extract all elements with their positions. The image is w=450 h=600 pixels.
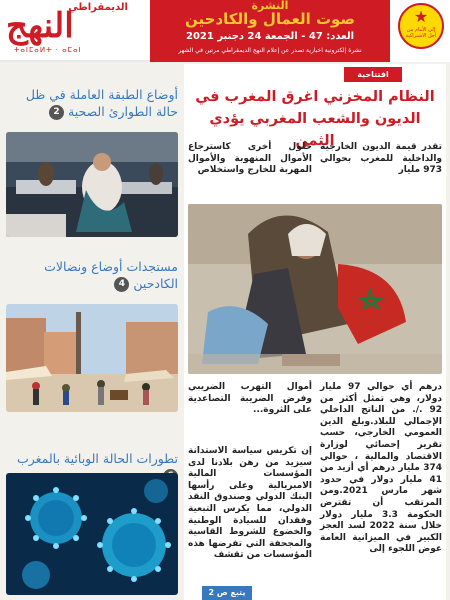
- page-number-badge: 2: [49, 105, 64, 120]
- publication-title: صوت العمال والكادحين: [185, 10, 355, 28]
- logo-small-text: الديمقراطي: [68, 2, 128, 13]
- article-text-left-top: حلول أخرى كاسترجاع الأموال المنهوبة والأموال المهربة للخارج واستخلاص: [188, 142, 312, 176]
- publication-description: نشرة إلكترونية اخبارية تصدر عن إعلام النهج الديمقراطي مرتين في الشهر: [178, 47, 362, 54]
- factory-workers-photo: [6, 132, 178, 237]
- section-title: أوضاع الطبقة العاملة في ظل حالة الطوارئ الصحية: [25, 87, 178, 119]
- article-text-left-bottom-1: أموال التهرب الضريبي وفرض الضريبة التصاعدية على الثروة...: [188, 382, 312, 416]
- article-text-right-top: تقدر قيمة الديون الخارجية والداخلية للمغرب بحوالي 973 مليار: [320, 142, 442, 176]
- newspaper-logo[interactable]: [0, 0, 150, 62]
- sidebar: [0, 62, 182, 600]
- logo-main-text: النهج: [6, 6, 74, 46]
- article-text-right-bottom: درهم أي حوالي 97 مليار دولار، وهي تمثل أكثر من 92 ./. من الناتج الداخلي الإجمالي للبلاد.وبلغ الدين العمومي الخارجي، حسب تقرير إحصائي لوزارة الاقتصاد والمالية ، حوالي 374 مليار درهم أي أزيد من 41 مليار دولار في حدود شهر مارس 2021.ومن المرتقب أن تقترض الحكومة 3.3 مليار دولار خلال سنة 2022 لسد العجز الكبير في الميزانية العامة عوض اللجوء إلى: [320, 382, 442, 555]
- street-market-photo: [6, 304, 178, 412]
- star-icon: ★: [413, 7, 429, 26]
- masthead-banner: [150, 0, 390, 62]
- elderly-woman-photo: [188, 204, 442, 374]
- masthead: [0, 0, 450, 62]
- sidebar-section-toilers[interactable]: [4, 258, 178, 292]
- logo-tifinagh-text: ⵜⴰⵏⵎⴰⵍⵜ · ⴰⵎⴰⵏ: [14, 46, 82, 54]
- section-title: تطورات الحالة الوبائية بالمغرب: [16, 451, 178, 466]
- article-headline[interactable]: النظام المخزني اغرق المغرب في الديون والشعب المغربي يؤدي الثمن: [195, 89, 435, 149]
- virus-illustration: [6, 473, 178, 595]
- party-emblem: [390, 0, 450, 62]
- sidebar-section-workers[interactable]: [4, 86, 178, 120]
- editorial-article: [184, 64, 446, 600]
- bulletin-label: النشرة: [251, 0, 289, 12]
- editorial-tag: افتتاحية: [344, 67, 402, 82]
- issue-info: العدد: 47 - الجمعة 24 دجنبر 2021: [186, 31, 354, 42]
- page-number-badge: 4: [114, 277, 129, 292]
- continued-on-page-button[interactable]: يتبع ص 2: [202, 586, 252, 600]
- article-text-left-bottom-2: إن تكريس سياسة الاستدانة سيزيد من رهن بلادنا لدى المؤسسات المالية الامبريالية وعلى رأسها البنك الدولي وصندوق النقد الدولي، مما يكرس التبعية وفقدان للسيادة الوطنية والخضوع للشروط القاسية والمجحفة التي تفرضها هذه المؤسسات من تقشف: [188, 446, 312, 561]
- section-title: مستجدات أوضاع ونضالات الكادحين: [44, 259, 178, 291]
- emblem-circle-icon: [398, 3, 444, 49]
- emblem-text: إلى الأمام من أجل الاشتراكية: [405, 27, 437, 39]
